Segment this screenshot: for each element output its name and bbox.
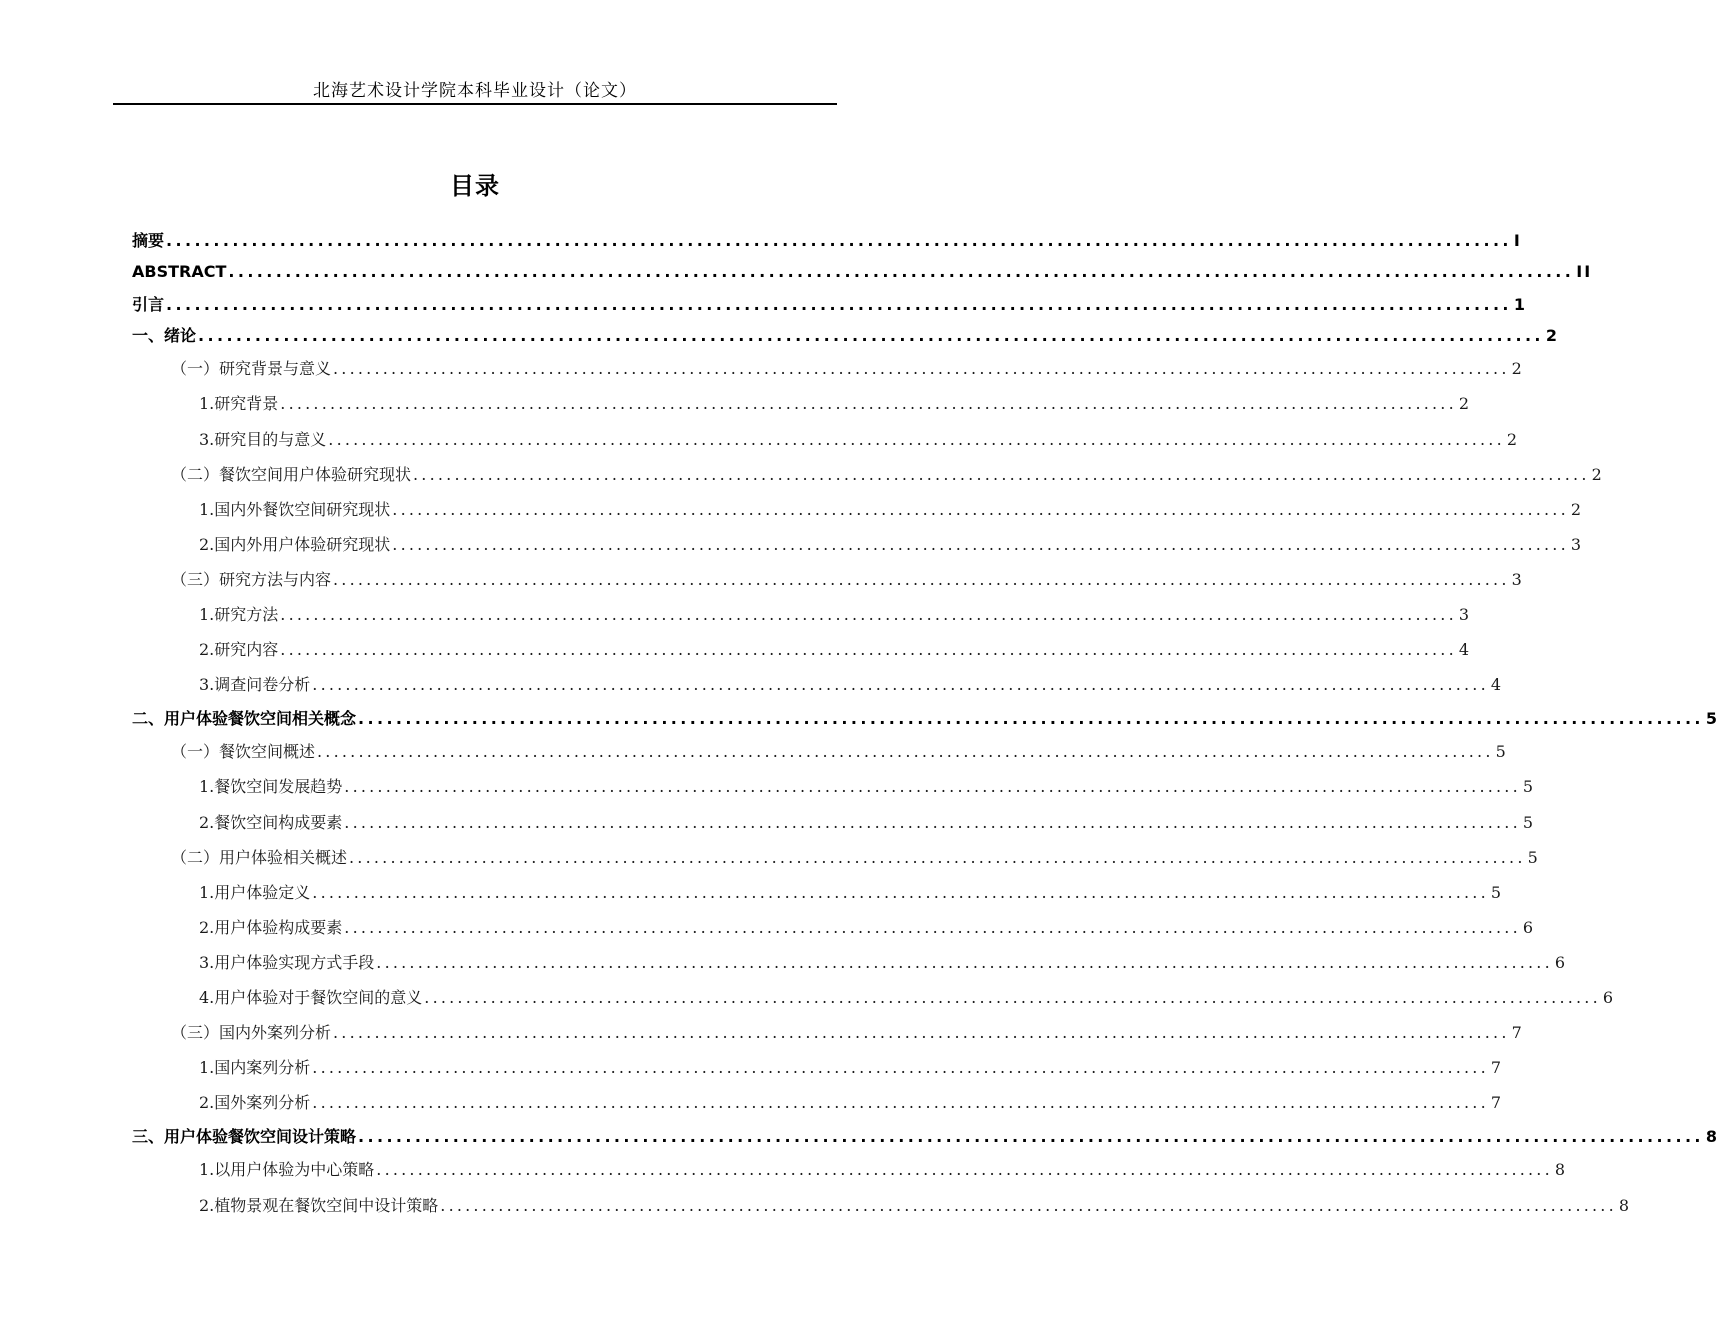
toc-entry-page: 4 bbox=[1490, 675, 1504, 694]
toc-entry[interactable] bbox=[171, 846, 1540, 870]
toc-entry[interactable] bbox=[132, 260, 1593, 284]
toc-leader-dots: .............................................................................................................................................. bbox=[166, 295, 1512, 314]
toc-entry-page: 8 bbox=[1705, 1127, 1719, 1146]
toc-entry-label: 一、绪论 bbox=[132, 326, 197, 345]
toc-entry-page: 8 bbox=[1554, 1160, 1568, 1179]
toc-entry[interactable] bbox=[199, 951, 1568, 975]
toc-entry[interactable] bbox=[199, 498, 1584, 522]
toc-entry[interactable] bbox=[199, 673, 1504, 697]
toc-leader-dots: .............................................................................................................................................. bbox=[333, 1023, 1510, 1042]
toc-entry-page: 7 bbox=[1511, 1023, 1524, 1042]
toc-leader-dots: .............................................................................................................................................. bbox=[344, 777, 1521, 796]
toc-entry-label: 2.国外案列分析 bbox=[199, 1093, 311, 1112]
toc-entry-page: 2 bbox=[1591, 465, 1604, 484]
toc-entry-label: （一）研究背景与意义 bbox=[171, 359, 332, 378]
toc-leader-dots: .............................................................................................................................................. bbox=[376, 953, 1553, 972]
toc-entry-label: 1.用户体验定义 bbox=[199, 883, 311, 902]
toc-entry-label: 1.研究方法 bbox=[199, 605, 279, 624]
toc-entry-label: 2.用户体验构成要素 bbox=[199, 918, 343, 937]
toc-leader-dots: .............................................................................................................................................. bbox=[392, 500, 1569, 519]
toc-entry-page: 5 bbox=[1527, 848, 1540, 867]
toc-entry-page: 6 bbox=[1554, 953, 1568, 972]
toc-leader-dots: .............................................................................................................................................. bbox=[344, 918, 1521, 937]
toc-entry-label: 1.研究背景 bbox=[199, 394, 279, 413]
toc-entry-label: 2.研究内容 bbox=[199, 640, 279, 659]
toc-entry-label: （二）用户体验相关概述 bbox=[171, 848, 348, 867]
toc-leader-dots: .............................................................................................................................................. bbox=[228, 262, 1575, 281]
toc-entry-label: 1.国内案列分析 bbox=[199, 1058, 311, 1077]
toc-entry-label: （二）餐饮空间用户体验研究现状 bbox=[171, 465, 412, 484]
toc-entry-page: 3 bbox=[1570, 535, 1584, 554]
toc-entry[interactable] bbox=[171, 1021, 1524, 1045]
toc-entry[interactable] bbox=[199, 881, 1504, 905]
toc-entry-page: 5 bbox=[1522, 777, 1536, 796]
toc-entry-page: 6 bbox=[1602, 988, 1616, 1007]
toc-entry-page: 2 bbox=[1458, 394, 1472, 413]
toc-entry-page: 2 bbox=[1545, 326, 1560, 345]
toc-leader-dots: .............................................................................................................................................. bbox=[280, 605, 1457, 624]
toc-leader-dots: .............................................................................................................................................. bbox=[440, 1196, 1617, 1215]
toc-entry-page: 5 bbox=[1522, 813, 1536, 832]
toc-entry[interactable] bbox=[171, 740, 1508, 764]
page-header: 北海艺术设计学院本科毕业设计（论文） bbox=[313, 81, 637, 101]
toc-entry-label: 3.调查问卷分析 bbox=[199, 675, 311, 694]
toc-entry[interactable] bbox=[132, 707, 1719, 731]
toc-entry[interactable] bbox=[199, 775, 1536, 799]
toc-entry[interactable] bbox=[199, 392, 1472, 416]
toc-entry[interactable] bbox=[199, 916, 1536, 940]
toc-entry[interactable] bbox=[199, 533, 1584, 557]
toc-entry-label: 1.以用户体验为中心策略 bbox=[199, 1160, 375, 1179]
toc-entry[interactable] bbox=[132, 293, 1528, 317]
toc-title: 目录 bbox=[450, 172, 500, 200]
toc-leader-dots: .............................................................................................................................................. bbox=[280, 394, 1457, 413]
toc-leader-dots: .............................................................................................................................................. bbox=[376, 1160, 1553, 1179]
toc-entry-page: 2 bbox=[1570, 500, 1584, 519]
toc-entry-label: （三）国内外案列分析 bbox=[171, 1023, 332, 1042]
toc-leader-dots: .............................................................................................................................................. bbox=[424, 988, 1601, 1007]
toc-entry-page: 7 bbox=[1490, 1058, 1504, 1077]
toc-entry-label: 3.用户体验实现方式手段 bbox=[199, 953, 375, 972]
toc-entry-page: 3 bbox=[1511, 570, 1524, 589]
toc-leader-dots: .............................................................................................................................................. bbox=[333, 570, 1510, 589]
toc-entry-label: 1.餐饮空间发展趋势 bbox=[199, 777, 343, 796]
toc-leader-dots: .............................................................................................................................................. bbox=[312, 1093, 1489, 1112]
toc-entry-label: 2.国内外用户体验研究现状 bbox=[199, 535, 391, 554]
toc-entry[interactable] bbox=[171, 357, 1524, 381]
toc-leader-dots: .............................................................................................................................................. bbox=[349, 848, 1526, 867]
toc-entry-page: 5 bbox=[1495, 742, 1508, 761]
toc-entry[interactable] bbox=[199, 428, 1520, 452]
toc-entry-page: 5 bbox=[1490, 883, 1504, 902]
toc-leader-dots: .............................................................................................................................................. bbox=[333, 359, 1510, 378]
toc-entry-page: I bbox=[1513, 231, 1522, 250]
toc-entry-page: 5 bbox=[1705, 709, 1719, 728]
toc-leader-dots: .............................................................................................................................................. bbox=[358, 709, 1704, 728]
toc-entry[interactable] bbox=[199, 986, 1616, 1010]
toc-entry-label: 3.研究目的与意义 bbox=[199, 430, 327, 449]
toc-leader-dots: .............................................................................................................................................. bbox=[312, 675, 1489, 694]
toc-entry[interactable] bbox=[132, 324, 1560, 348]
toc-entry[interactable] bbox=[171, 463, 1604, 487]
toc-leader-dots: .............................................................................................................................................. bbox=[317, 742, 1494, 761]
toc-entry[interactable] bbox=[199, 1194, 1632, 1218]
toc-leader-dots: .............................................................................................................................................. bbox=[280, 640, 1457, 659]
toc-entry-label: 二、用户体验餐饮空间相关概念 bbox=[132, 709, 357, 728]
toc-leader-dots: .............................................................................................................................................. bbox=[413, 465, 1590, 484]
toc-leader-dots: .............................................................................................................................................. bbox=[358, 1127, 1704, 1146]
toc-entry-page: 1 bbox=[1513, 295, 1528, 314]
toc-leader-dots: .............................................................................................................................................. bbox=[344, 813, 1521, 832]
toc-entry-label: 引言 bbox=[132, 295, 165, 314]
toc-entry-page: II bbox=[1576, 262, 1593, 281]
toc-entry-label: （一）餐饮空间概述 bbox=[171, 742, 316, 761]
toc-entry[interactable] bbox=[171, 568, 1524, 592]
toc-entry-label: ABSTRACT bbox=[132, 262, 227, 281]
toc-entry-label: 三、用户体验餐饮空间设计策略 bbox=[132, 1127, 357, 1146]
toc-entry[interactable] bbox=[199, 603, 1472, 627]
toc-entry[interactable] bbox=[199, 811, 1536, 835]
toc-leader-dots: .............................................................................................................................................. bbox=[328, 430, 1505, 449]
toc-leader-dots: .............................................................................................................................................. bbox=[312, 883, 1489, 902]
toc-entry-page: 2 bbox=[1506, 430, 1520, 449]
toc-entry-label: 1.国内外餐饮空间研究现状 bbox=[199, 500, 391, 519]
toc-entry-page: 8 bbox=[1618, 1196, 1632, 1215]
toc-entry[interactable] bbox=[132, 1125, 1719, 1149]
toc-entry-page: 3 bbox=[1458, 605, 1472, 624]
toc-leader-dots: .............................................................................................................................................. bbox=[166, 231, 1512, 250]
toc-leader-dots: .............................................................................................................................................. bbox=[392, 535, 1569, 554]
toc-leader-dots: .............................................................................................................................................. bbox=[312, 1058, 1489, 1077]
toc-entry-page: 7 bbox=[1490, 1093, 1504, 1112]
toc-entry-label: 2.植物景观在餐饮空间中设计策略 bbox=[199, 1196, 439, 1215]
toc-entry[interactable] bbox=[199, 638, 1472, 662]
toc-entry-label: 2.餐饮空间构成要素 bbox=[199, 813, 343, 832]
toc-entry-label: （三）研究方法与内容 bbox=[171, 570, 332, 589]
toc-entry-page: 2 bbox=[1511, 359, 1524, 378]
toc-entry[interactable] bbox=[199, 1091, 1504, 1115]
toc-entry-page: 4 bbox=[1458, 640, 1472, 659]
toc-entry-label: 4.用户体验对于餐饮空间的意义 bbox=[199, 988, 423, 1007]
toc-leader-dots: .............................................................................................................................................. bbox=[198, 326, 1544, 345]
toc-entry[interactable] bbox=[132, 229, 1522, 253]
toc-entry[interactable] bbox=[199, 1158, 1568, 1182]
toc-entry[interactable] bbox=[199, 1056, 1504, 1080]
toc-entry-page: 6 bbox=[1522, 918, 1536, 937]
toc-entry-label: 摘要 bbox=[132, 231, 165, 250]
